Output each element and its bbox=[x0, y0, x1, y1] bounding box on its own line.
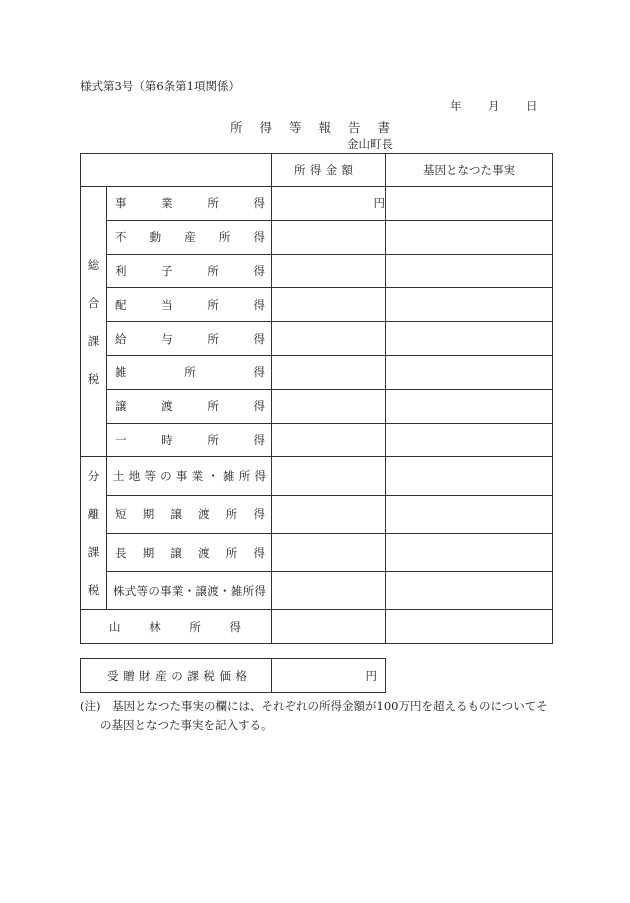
spread-text: 長 期 譲 渡 所 得 bbox=[115, 545, 265, 560]
amount-field[interactable] bbox=[272, 533, 386, 571]
table-row bbox=[81, 288, 553, 322]
spread-text: 譲 渡 所 得 bbox=[115, 399, 265, 414]
income-type-label bbox=[107, 423, 272, 457]
gift-row bbox=[81, 659, 386, 693]
reason-field[interactable] bbox=[386, 254, 553, 288]
reason-field[interactable] bbox=[386, 495, 553, 533]
table-row bbox=[81, 220, 553, 254]
amount-field[interactable] bbox=[272, 457, 386, 495]
amount-field[interactable] bbox=[272, 610, 386, 644]
spread-text: 株 式 等 の 事 業 ・ 譲 渡 ・ 雑 所 得 bbox=[113, 583, 266, 598]
reason-field[interactable] bbox=[386, 457, 553, 495]
table-row bbox=[81, 389, 553, 423]
reason-field[interactable] bbox=[386, 610, 553, 644]
table-row bbox=[81, 355, 553, 389]
amount-field[interactable] bbox=[272, 572, 386, 610]
income-type-label bbox=[107, 457, 272, 495]
reason-field[interactable] bbox=[386, 533, 553, 571]
date-month: 月 bbox=[488, 99, 500, 113]
amount-field[interactable] bbox=[272, 495, 386, 533]
table-row bbox=[81, 457, 553, 495]
spread-text: 山 林 所 得 bbox=[109, 619, 241, 634]
amount-field[interactable]: 円 bbox=[272, 187, 386, 221]
income-type-label bbox=[107, 322, 272, 356]
note-prefix: (注) bbox=[80, 699, 101, 713]
reason-field[interactable] bbox=[386, 187, 553, 221]
reason-field[interactable] bbox=[386, 322, 553, 356]
income-type-label bbox=[107, 355, 272, 389]
table-row bbox=[81, 423, 553, 457]
header-blank-cell bbox=[81, 154, 272, 187]
table-row bbox=[81, 254, 553, 288]
spread-text: 一 時 所 得 bbox=[115, 432, 265, 447]
group-label: 分 離 課 税 bbox=[81, 457, 107, 610]
amount-field[interactable] bbox=[272, 288, 386, 322]
reason-field[interactable] bbox=[386, 220, 553, 254]
amount-field[interactable] bbox=[272, 254, 386, 288]
income-type-label bbox=[107, 495, 272, 533]
date-day: 日 bbox=[526, 99, 538, 113]
table-row bbox=[81, 572, 553, 610]
header-amount bbox=[272, 154, 386, 187]
reason-field[interactable] bbox=[386, 288, 553, 322]
spread-text: 給 与 所 得 bbox=[115, 331, 265, 346]
gift-label bbox=[81, 659, 272, 693]
amount-field[interactable] bbox=[272, 355, 386, 389]
amount-field[interactable] bbox=[272, 423, 386, 457]
income-type-label bbox=[107, 288, 272, 322]
table-row bbox=[81, 610, 553, 644]
spread-text: 配 当 所 得 bbox=[115, 297, 265, 312]
spread-text: 土 地 等 の 事 業 ・ 雑 所 得 bbox=[113, 469, 266, 483]
header-reason: 基因となつた事実 bbox=[386, 154, 553, 187]
spread-text: 短 期 譲 渡 所 得 bbox=[115, 507, 265, 522]
table-row bbox=[81, 187, 553, 221]
spread-text: 雑 所 得 bbox=[115, 365, 265, 380]
amount-field[interactable] bbox=[272, 389, 386, 423]
note-line-2: の基因となつた事実を記入する。 bbox=[100, 718, 273, 732]
reason-field[interactable] bbox=[386, 572, 553, 610]
table-row bbox=[81, 495, 553, 533]
reason-field[interactable] bbox=[386, 389, 553, 423]
table-row bbox=[81, 533, 553, 571]
footnote bbox=[80, 697, 552, 735]
table-header-row bbox=[81, 154, 553, 187]
table-row bbox=[81, 322, 553, 356]
income-type-label bbox=[107, 572, 272, 610]
group-label: 総 合 課 税 bbox=[81, 187, 107, 457]
income-type-label bbox=[107, 254, 272, 288]
date-year: 年 bbox=[450, 99, 462, 113]
amount-field[interactable] bbox=[272, 220, 386, 254]
date-line bbox=[450, 98, 538, 114]
spread-text: 事 業 所 得 bbox=[115, 196, 265, 211]
spread-text: 不 動 産 所 得 bbox=[115, 230, 265, 245]
spread-text: 受 贈 財 産 の 課 税 価 格 bbox=[107, 668, 247, 683]
reason-field[interactable] bbox=[386, 423, 553, 457]
income-type-label bbox=[107, 389, 272, 423]
form-number: 様式第3号（第6条第1項関係） bbox=[80, 79, 240, 93]
spread-text: 所 得 金 額 bbox=[294, 163, 353, 177]
reason-field[interactable] bbox=[386, 355, 553, 389]
note-line-1: 基因となつた事実の欄には、それぞれの所得金額が100万円を超えるものについてそ bbox=[112, 699, 548, 713]
page-title: 所得等報告書 bbox=[230, 120, 408, 135]
addressee: 金山町長 bbox=[347, 137, 393, 151]
income-type-label bbox=[107, 187, 272, 221]
income-type-label bbox=[107, 533, 272, 571]
income-type-label bbox=[107, 220, 272, 254]
gift-amount-field[interactable]: 円 bbox=[272, 659, 386, 693]
gift-table bbox=[80, 658, 386, 693]
spread-text: 利 子 所 得 bbox=[115, 263, 265, 278]
income-table bbox=[80, 153, 553, 644]
forest-income-label bbox=[81, 610, 272, 644]
amount-field[interactable] bbox=[272, 322, 386, 356]
